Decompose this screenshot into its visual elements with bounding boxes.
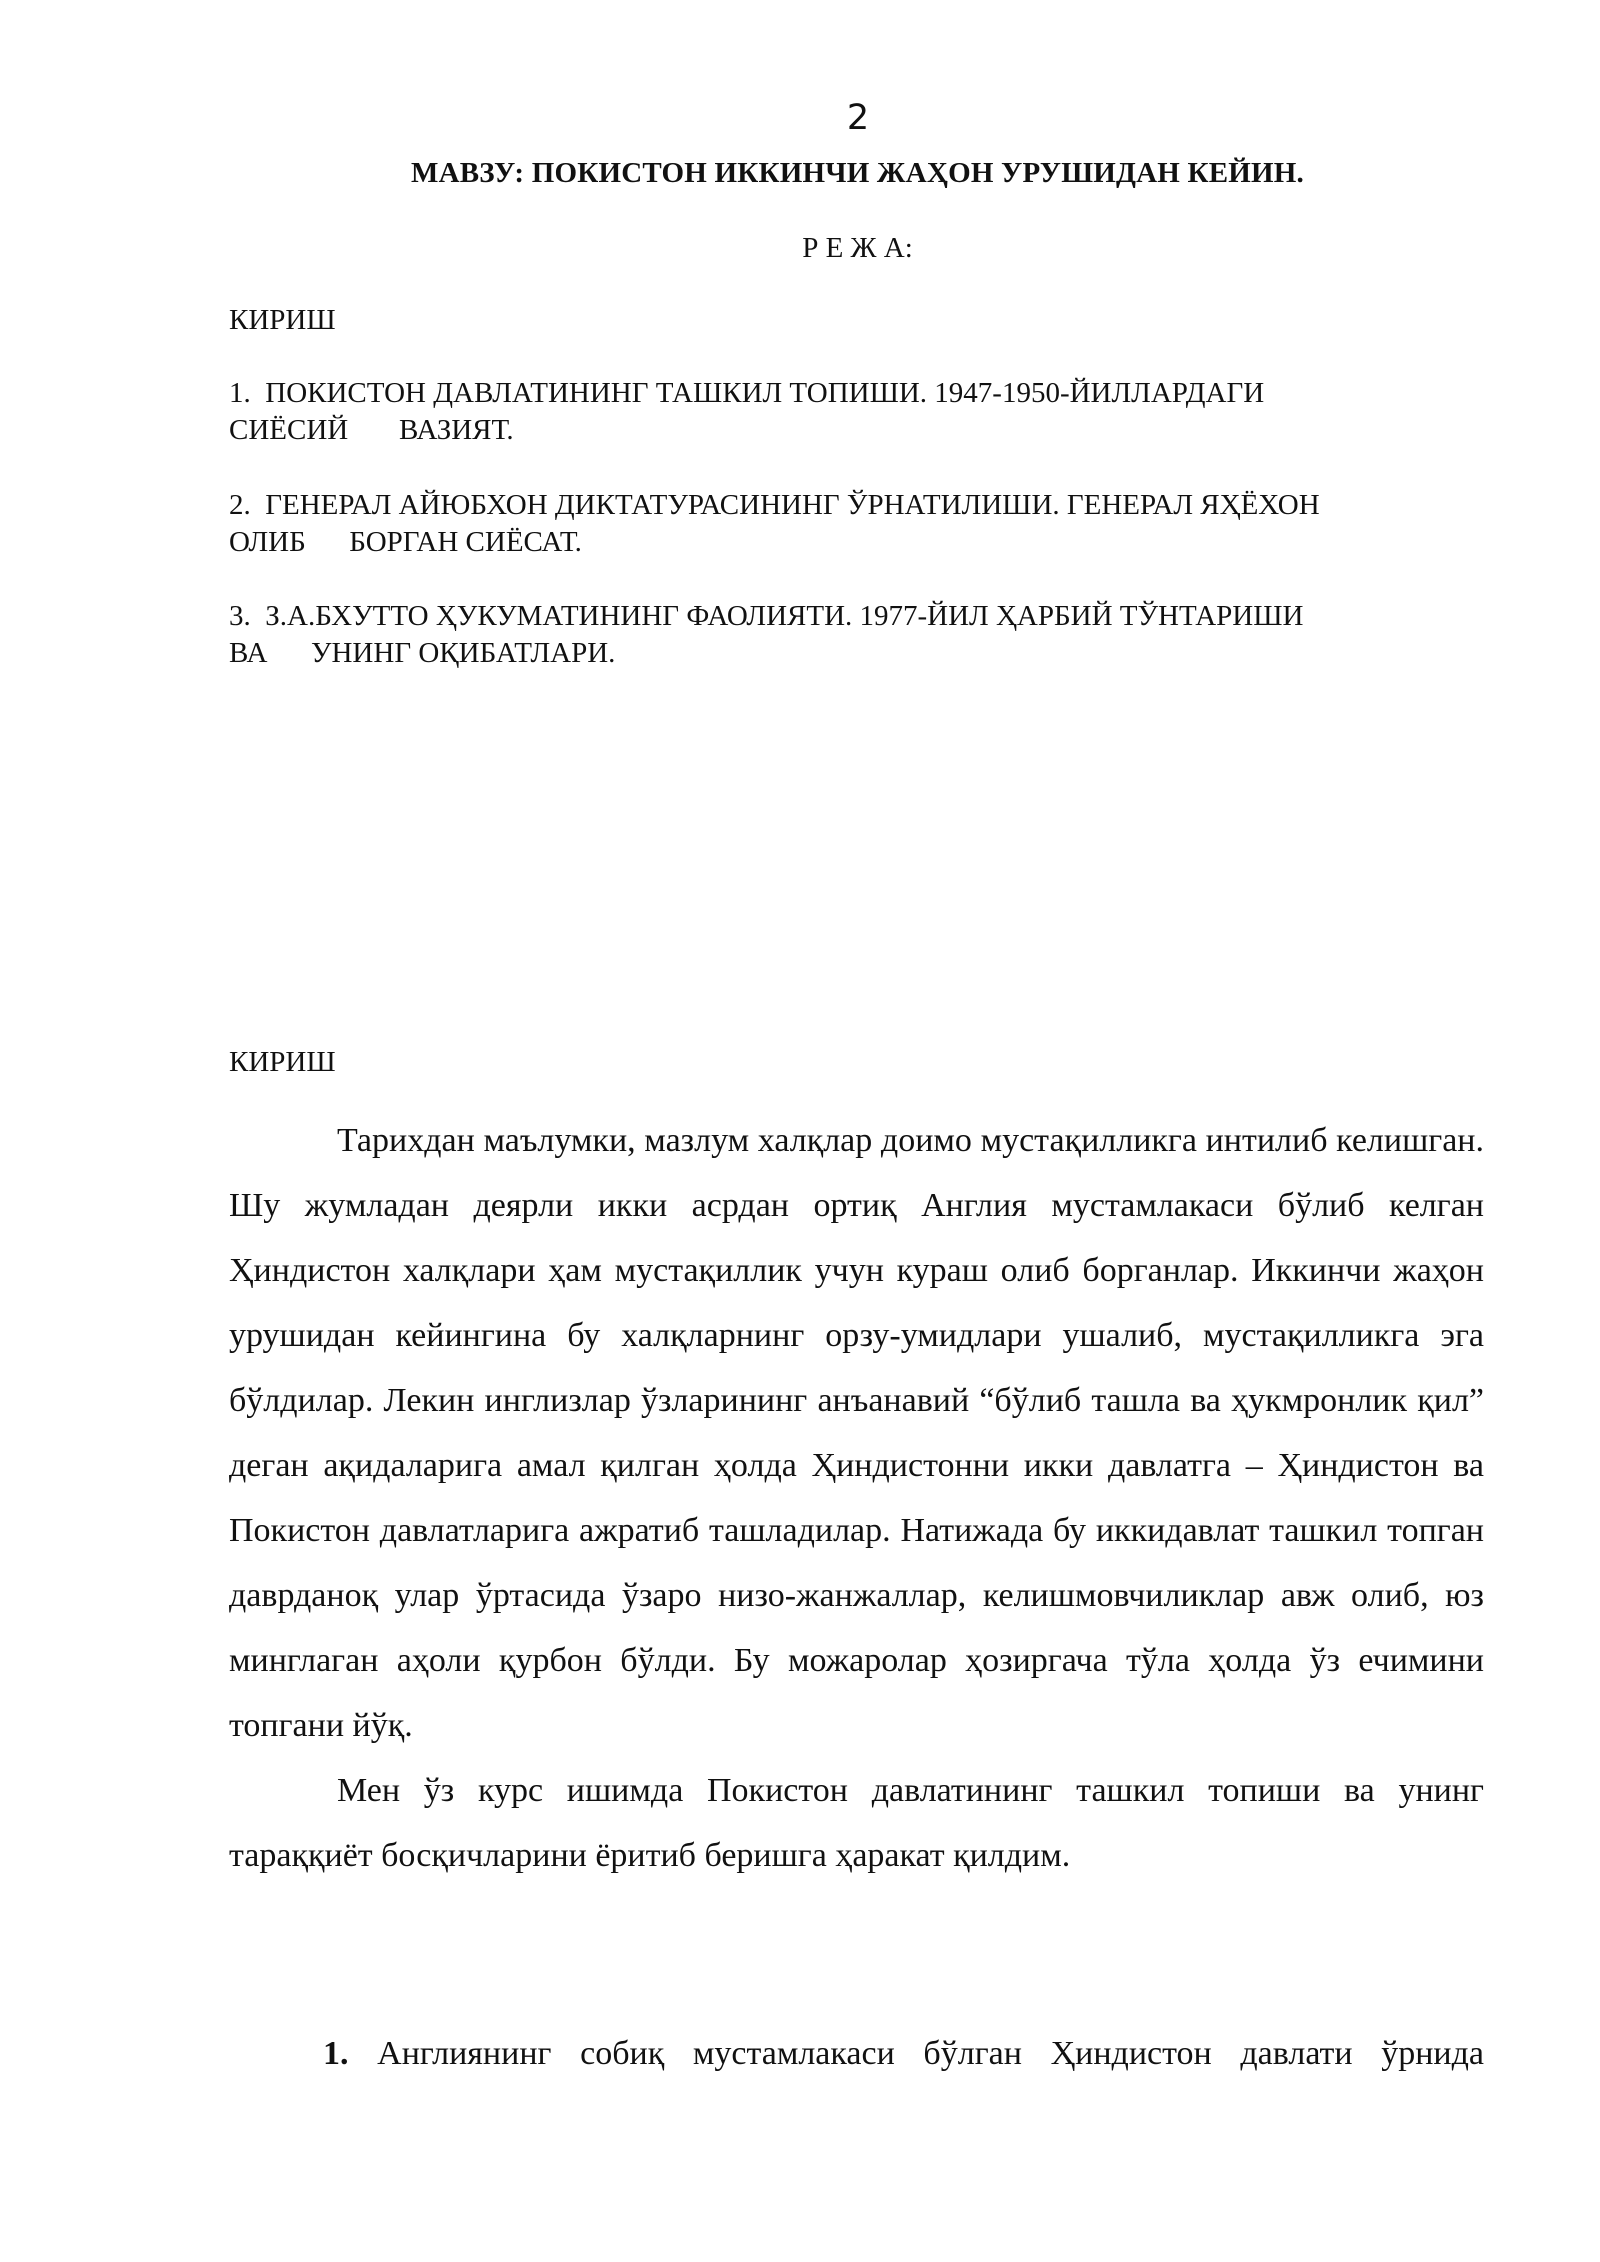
plan-item-3-line-2: ВА УНИНГ ОҚИБАТЛАРИ. <box>229 637 616 669</box>
plan-item-3-line-1: 3. З.А.БХУТТО ҲУКУМАТИНИНГ ФАОЛИЯТИ. 1977-ЙИЛ ҲАРБИЙ ТЎНТАРИШИ <box>229 600 1304 632</box>
plan-item-2-line-1: 2. ГЕНЕРАЛ АЙЮБХОН ДИКТАТУРАСИНИНГ ЎРНАТИЛИШИ. ГЕНЕРАЛ ЯҲЁХОН <box>229 489 1320 521</box>
plan-item-2-line-2: ОЛИБ БОРГАН СИЁСАТ. <box>229 526 582 558</box>
intro-section-body <box>229 1108 1484 1888</box>
intro-paragraph-1: Тарихдан маълумки, мазлум халқлар доимо мустақилликга интилиб келишган. Шу жумладан деярли икки асрдан ортиқ Англия мустамлакаси бўлиб келган Ҳиндистон халқлари ҳам мустақиллик учун кураш олиб борганлар. Иккинчи жаҳон урушидан кейингина бу халқларнинг орзу-умидлари ушалиб, мустақилликга эга бўлдилар. Лекин инглизлар ўзларининг анъанавий “бўлиб ташла ва ҳукмронлик қил” деган ақидаларига амал қилган ҳолда Ҳиндистонни икки давлатга – Ҳиндистон ва Покистон давлатларига ажратиб ташладилар. Натижада бу иккидавлат ташкил топган даврданоқ улар ўртасида ўзаро низо-жанжаллар, келишмовчиликлар авж олиб, юз минглаган аҳоли қурбон бўлди. Бу можаролар ҳозиргача тўла ҳолда ўз ечимини топгани йўқ. <box>229 1122 1484 1744</box>
plan-item-1-line-1: 1. ПОКИСТОН ДАВЛАТИНИНГ ТАШКИЛ ТОПИШИ. 1947-1950-ЙИЛЛАРДАГИ <box>229 377 1265 409</box>
section-one-start <box>229 2021 1484 2086</box>
plan-item-3 <box>229 598 1519 672</box>
page-number: 2 <box>846 98 870 138</box>
plan-item-2 <box>229 487 1519 561</box>
document-title: МАВЗУ: ПОКИСТОН ИККИНЧИ ЖАҲОН УРУШИДАН КЕЙИН. <box>411 157 1304 189</box>
intro-section-heading: КИРИШ <box>229 1046 336 1078</box>
plan-intro-label: КИРИШ <box>229 304 336 336</box>
section-one-number: 1. <box>323 2035 349 2072</box>
intro-paragraph-2: Мен ўз курс ишимда Покистон давлатининг ташкил топиши ва унинг тараққиёт босқичларини ёритиб беришга ҳаракат қилдим. <box>229 1772 1484 1874</box>
section-one-text: Англиянинг собиқ мустамлакаси бўлган Ҳиндистон давлати ўрнида <box>377 2035 1485 2072</box>
plan-item-1-line-2: СИЁСИЙ ВАЗИЯТ. <box>229 414 514 446</box>
plan-heading: Р Е Ж А: <box>802 232 913 264</box>
plan-item-1 <box>229 375 1519 449</box>
